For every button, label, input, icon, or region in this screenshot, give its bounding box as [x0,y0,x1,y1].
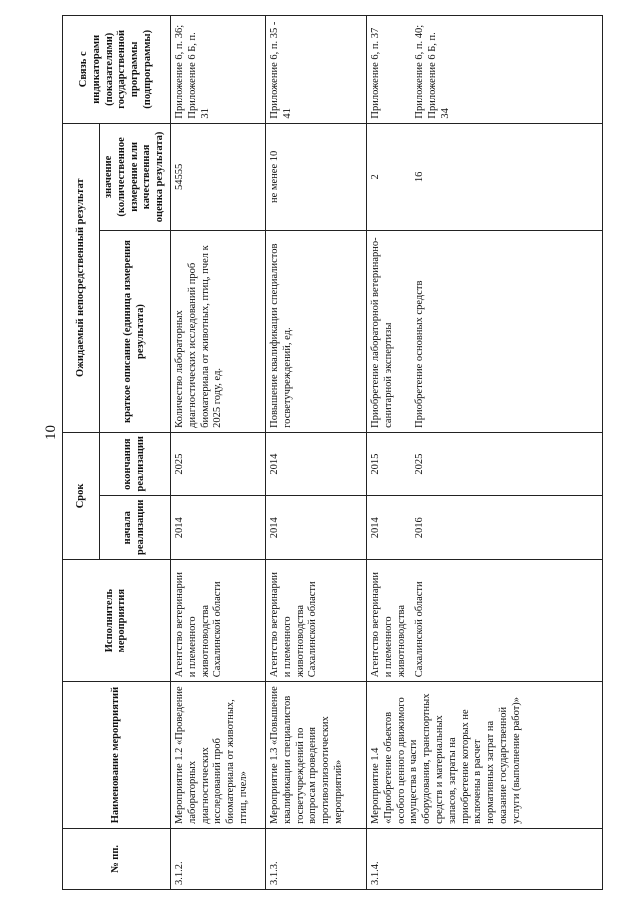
cell-link: Приложение 6, п. 37 [366,16,411,124]
header-executor: Исполнитель мероприятия [63,559,171,681]
header-result-value: значение (количественное измерение или качественная оценка результата) [100,123,171,231]
cell-name: Мероприятие 1.2 «Проведение лабораторных диагностических исследований проб биоматериала от животных, птиц, пчел» [170,682,265,829]
page-number: 10 [43,425,59,440]
cell-start: 2014 [265,496,366,560]
cell-link: Приложение 6, п. 35 - 41 [265,16,366,124]
cell-end: 2025 [411,432,603,496]
cell-end: 2015 [366,432,411,496]
cell-start: 2014 [170,496,265,560]
cell-value: 16 [411,123,603,231]
cell-executor: Агентство ветеринарии и племенного животноводства Сахалинской области [265,559,366,681]
cell-desc: Повышение квалификации специалистов госветучреждений, ед. [265,231,366,433]
cell-start: 2016 [411,496,603,560]
document-sheet [62,15,592,890]
header-name: Наименование мероприятий [63,682,171,829]
header-term-start: начала реализации [100,496,171,560]
table-row [265,16,366,890]
cell-link: Приложение 6, п. 36; Приложение 6 Б, п. 31 [170,16,265,124]
cell-end: 2014 [265,432,366,496]
cell-value: 54555 [170,123,265,231]
header-result-desc: краткое описание (единица измерения результата) [100,231,171,433]
cell-executor: Сахалинской области [411,559,603,681]
table-row [170,16,265,890]
table-row [366,16,411,890]
cell-value: 2 [366,123,411,231]
header-num: № пп. [63,828,171,889]
cell-num: 3.1.3. [265,828,366,889]
header-row [63,16,100,890]
cell-start: 2014 [366,496,411,560]
cell-link: Приложение 6, п. 40; Приложение 6 Б, п. 34 [411,16,603,124]
cell-desc: Приобретение лабораторной ветеринарно-санитарной экспертизы [366,231,411,433]
header-result: Ожидаемый непосредственный результат [63,123,100,432]
cell-name: Мероприятие 1.3 «Повышение квалификации специалистов госветучреждений по вопросам проведения противоэпизоотических мероприятий» [265,682,366,829]
cell-desc: Приобретение основных средств [411,231,603,433]
cell-desc: Количество лабораторных диагностических исследований проб биоматериала от животных, птиц, пчел к 2025 году, ед. [170,231,265,433]
cell-value: не менее 10 [265,123,366,231]
measures-table [62,15,603,890]
cell-num: 3.1.4. [366,828,602,889]
cell-executor: Агентство ветеринарии и племенного животноводства Сахалинской области [170,559,265,681]
header-term: Срок [63,432,100,559]
header-term-end: окончания реализации [100,432,171,496]
header-link: Связь с индикаторами (показателями) государственной программы (подпрограммы) [63,16,171,124]
cell-executor: Агентство ветеринарии и племенного животноводства [366,559,411,681]
cell-name: Мероприятие 1.4 «Приобретение объектов особого ценного движимого имущества в части оборудования, транспортных средств и материальных запасов, затраты на приобретение которых не включены в расчет нормативных затрат на оказание государственной услуги (выполнение работ)» [366,682,602,829]
cell-num: 3.1.2. [170,828,265,889]
cell-end: 2025 [170,432,265,496]
